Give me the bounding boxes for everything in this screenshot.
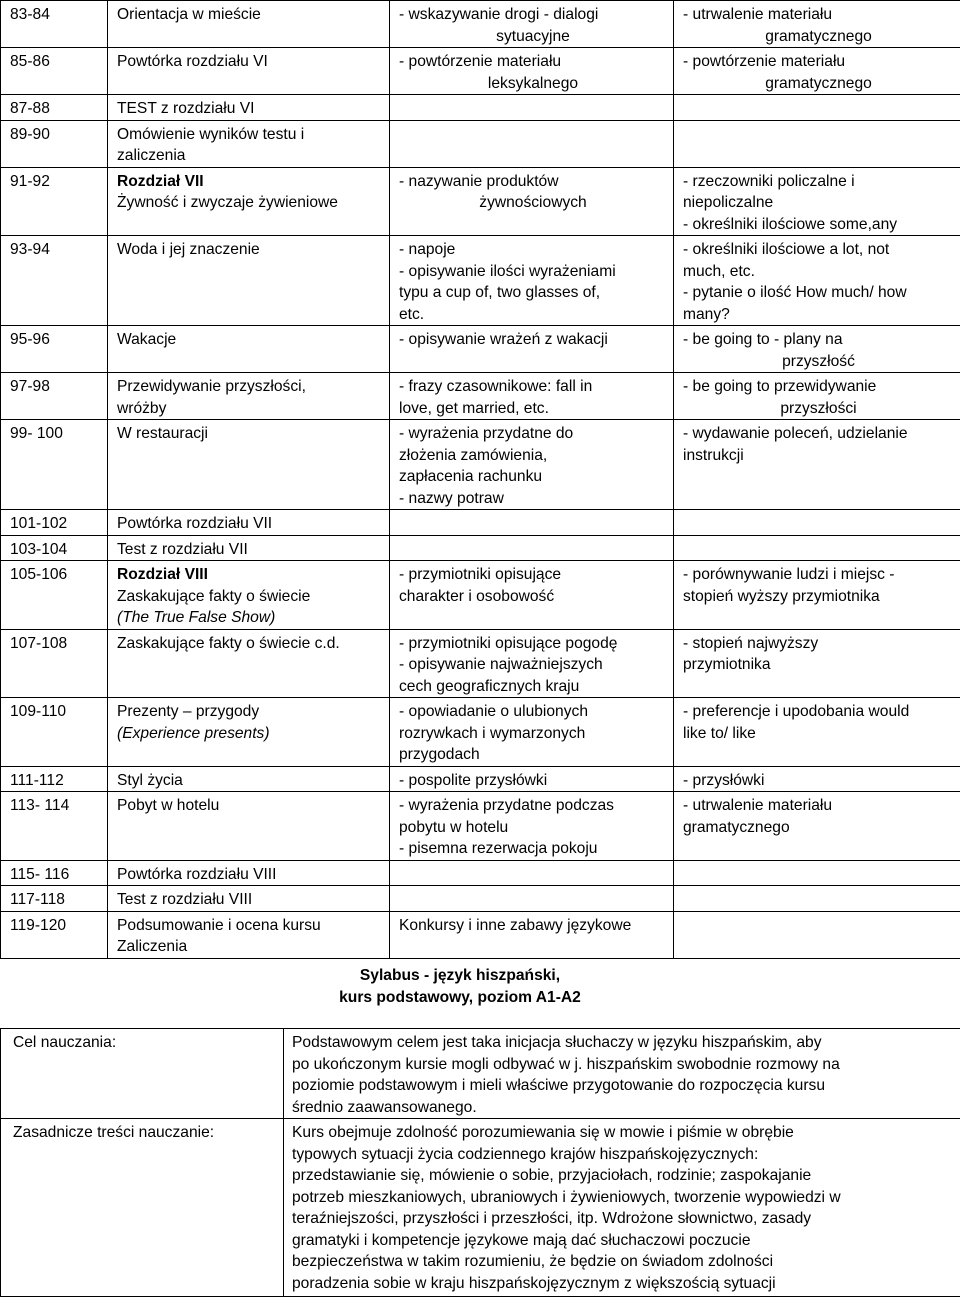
lesson-vocabulary <box>390 860 674 886</box>
cell-line: Zaskakujące fakty o świecie c.d. <box>117 633 383 655</box>
lesson-number <box>1 698 108 767</box>
table-row <box>1 561 960 630</box>
section-content-line: potrzeb mieszkaniowych, ubraniowych i żywieniowych, tworzenie wypowiedzi w <box>292 1187 954 1209</box>
lesson-topic <box>108 1 390 48</box>
lesson-topic <box>108 561 390 630</box>
lesson-grammar <box>674 236 960 326</box>
cell-line: much, etc. <box>683 261 954 283</box>
lesson-number <box>1 535 108 561</box>
lesson-vocabulary <box>390 698 674 767</box>
lesson-grammar <box>674 535 960 561</box>
cell-text: 87-88 <box>10 100 50 117</box>
lesson-topic <box>108 167 390 236</box>
section-label-text: Zasadnicze treści nauczanie: <box>13 1124 214 1141</box>
section-content-line: przedstawianie się, mówienie o sobie, przyjaciołach, rodzinie; zaspokajanie <box>292 1165 954 1187</box>
cell-line: - wydawanie poleceń, udzielanie <box>683 423 954 445</box>
lesson-number <box>1 629 108 698</box>
cell-line: love, get married, etc. <box>399 398 667 420</box>
lesson-vocabulary <box>390 95 674 121</box>
cell-text: 83-84 <box>10 6 50 23</box>
lesson-number <box>1 792 108 861</box>
cell-line: żywnościowych <box>399 192 667 214</box>
cell-text: 103-104 <box>10 541 67 558</box>
cell-line: - opisywanie wrażeń z wakacji <box>399 329 667 351</box>
cell-text: 93-94 <box>10 241 50 258</box>
lesson-grammar <box>674 48 960 95</box>
lesson-topic <box>108 629 390 698</box>
cell-text: 97-98 <box>10 378 50 395</box>
lesson-number <box>1 48 108 95</box>
cell-text: 89-90 <box>10 126 50 143</box>
table-row <box>1 120 960 167</box>
cell-line: Żywność i zwyczaje żywieniowe <box>117 192 383 214</box>
cell-line: W restauracji <box>117 423 383 445</box>
cell-line: Woda i jej znaczenie <box>117 239 383 261</box>
cell-line: - porównywanie ludzi i miejsc - <box>683 564 954 586</box>
section-content-line: średnio zaawansowanego. <box>292 1097 954 1119</box>
lesson-grammar <box>674 766 960 792</box>
lesson-topic <box>108 420 390 510</box>
table-row <box>1 629 960 698</box>
lesson-number <box>1 326 108 373</box>
lesson-grammar <box>674 886 960 912</box>
cell-line: wróżby <box>117 398 383 420</box>
lesson-vocabulary <box>390 886 674 912</box>
cell-line: - utrwalenie materiału <box>683 4 954 26</box>
lesson-topic <box>108 120 390 167</box>
lesson-number <box>1 1 108 48</box>
lesson-grammar <box>674 561 960 630</box>
lesson-number <box>1 167 108 236</box>
table-row <box>1 792 960 861</box>
lesson-number <box>1 860 108 886</box>
cell-line: - frazy czasownikowe: fall in <box>399 376 667 398</box>
lesson-grammar <box>674 860 960 886</box>
table-row <box>1 95 960 121</box>
cell-line: Powtórka rozdziału VI <box>117 51 383 73</box>
cell-line: Test z rozdziału VII <box>117 539 383 561</box>
lesson-topic <box>108 860 390 886</box>
cell-line: gramatycznego <box>683 73 954 95</box>
cell-line: - pisemna rezerwacja pokoju <box>399 838 667 860</box>
lesson-number <box>1 911 108 958</box>
cell-line: etc. <box>399 304 667 326</box>
lesson-topic <box>108 95 390 121</box>
lesson-vocabulary <box>390 1 674 48</box>
lesson-vocabulary <box>390 236 674 326</box>
lesson-grammar <box>674 373 960 420</box>
cell-line: - opisywanie ilości wyrażeniami <box>399 261 667 283</box>
cell-text: 101-102 <box>10 515 67 532</box>
lesson-topic <box>108 792 390 861</box>
cell-text: 109-110 <box>10 703 66 720</box>
table-row <box>1 420 960 510</box>
cell-line: Prezenty – przygody <box>117 701 383 723</box>
section-content-line: Podstawowym celem jest taka inicjacja słuchaczy w języku hiszpańskim, aby <box>292 1032 954 1054</box>
syllabus-title-line2: kurs podstawowy, poziom A1-A2 <box>0 987 920 1009</box>
cell-line: Przewidywanie przyszłości, <box>117 376 383 398</box>
lesson-topic <box>108 373 390 420</box>
cell-line: stopień wyższy przymiotnika <box>683 586 954 608</box>
cell-line: - powtórzenie materiału <box>399 51 667 73</box>
cell-line: typu a cup of, two glasses of, <box>399 282 667 304</box>
cell-line: gramatycznego <box>683 817 954 839</box>
lesson-grammar <box>674 167 960 236</box>
table-row <box>1 48 960 95</box>
cell-line: niepoliczalne <box>683 192 954 214</box>
lesson-vocabulary <box>390 792 674 861</box>
cell-text: 107-108 <box>10 635 67 652</box>
cell-text: 85-86 <box>10 53 50 70</box>
syllabus-table <box>0 1028 960 1297</box>
table-row <box>1 236 960 326</box>
cell-line: Zaskakujące fakty o świecie <box>117 586 383 608</box>
lesson-number <box>1 561 108 630</box>
cell-line: - be going to przewidywanie <box>683 376 954 398</box>
lesson-vocabulary <box>390 48 674 95</box>
cell-line: złożenia zamówienia, <box>399 445 667 467</box>
cell-line: zapłacenia rachunku <box>399 466 667 488</box>
cell-line: TEST z rozdziału VI <box>117 98 383 120</box>
section-content-line: gramatyki i kompetencje językowe mają dać słuchaczowi poczucie <box>292 1230 954 1252</box>
cell-text: 113- 114 <box>10 797 69 814</box>
cell-line: - wyrażenia przydatne do <box>399 423 667 445</box>
cell-line: Zaliczenia <box>117 936 383 958</box>
lesson-vocabulary <box>390 167 674 236</box>
cell-line: many? <box>683 304 954 326</box>
cell-line: leksykalnego <box>399 73 667 95</box>
cell-line: - opowiadanie o ulubionych <box>399 701 667 723</box>
cell-line: sytuacyjne <box>399 26 667 48</box>
lesson-vocabulary <box>390 911 674 958</box>
lesson-topic <box>108 510 390 536</box>
cell-line: - opisywanie najważniejszych <box>399 654 667 676</box>
lesson-number <box>1 886 108 912</box>
cell-line: like to/ like <box>683 723 954 745</box>
table-row <box>1 860 960 886</box>
cell-line: - napoje <box>399 239 667 261</box>
section-label-text: Cel nauczania: <box>13 1034 116 1051</box>
table-row <box>1 698 960 767</box>
lesson-topic <box>108 698 390 767</box>
cell-line: (The True False Show) <box>117 607 383 629</box>
section-content <box>284 1119 960 1297</box>
lesson-topic <box>108 535 390 561</box>
cell-line: pobytu w hotelu <box>399 817 667 839</box>
cell-line: Rozdział VIII <box>117 564 383 586</box>
cell-line: (Experience presents) <box>117 723 383 745</box>
lesson-topic <box>108 766 390 792</box>
cell-text: 117-118 <box>10 891 65 908</box>
cell-line: - nazwy potraw <box>399 488 667 510</box>
lesson-vocabulary <box>390 510 674 536</box>
cell-text: 111-112 <box>10 772 64 789</box>
lesson-grammar <box>674 629 960 698</box>
syllabus-heading <box>0 965 920 1008</box>
lesson-number <box>1 420 108 510</box>
cell-text: 99- 100 <box>10 425 63 442</box>
cell-line: instrukcji <box>683 445 954 467</box>
table-row <box>1 373 960 420</box>
cell-line: Orientacja w mieście <box>117 4 383 26</box>
cell-line: - preferencje i upodobania would <box>683 701 954 723</box>
cell-text: 95-96 <box>10 331 50 348</box>
cell-line: Wakacje <box>117 329 383 351</box>
cell-line: - pytanie o ilość How much/ how <box>683 282 954 304</box>
cell-line: - stopień najwyższy <box>683 633 954 655</box>
lesson-number <box>1 510 108 536</box>
cell-line: cech geograficznych kraju <box>399 676 667 698</box>
table-row <box>1 886 960 912</box>
lesson-grammar <box>674 792 960 861</box>
section-content-line: po ukończonym kursie mogli odbywać w j. hiszpańskim swobodnie rozmowy na <box>292 1054 954 1076</box>
table-row <box>1 1 960 48</box>
cell-line: Styl życia <box>117 770 383 792</box>
cell-line: - utrwalenie materiału <box>683 795 954 817</box>
cell-text: 119-120 <box>10 917 66 934</box>
lesson-grammar <box>674 698 960 767</box>
cell-line: zaliczenia <box>117 145 383 167</box>
cell-line: - wskazywanie drogi - dialogi <box>399 4 667 26</box>
section-label <box>1 1029 284 1119</box>
cell-line: przygodach <box>399 744 667 766</box>
lesson-vocabulary <box>390 373 674 420</box>
lesson-topic <box>108 326 390 373</box>
lesson-grammar <box>674 120 960 167</box>
table-row <box>1 167 960 236</box>
cell-line: przyszłości <box>683 398 954 420</box>
table-row <box>1 326 960 373</box>
lesson-topic <box>108 886 390 912</box>
cell-line: Powtórka rozdziału VII <box>117 513 383 535</box>
cell-line: - nazywanie produktów <box>399 171 667 193</box>
lesson-grammar <box>674 326 960 373</box>
section-content-line: poradzenia sobie w kraju hiszpańskojęzycznym z większością sytuacji <box>292 1273 954 1295</box>
table-row <box>1 911 960 958</box>
lesson-topic <box>108 236 390 326</box>
lesson-vocabulary <box>390 326 674 373</box>
lesson-grammar <box>674 1 960 48</box>
lesson-vocabulary <box>390 535 674 561</box>
cell-line: Rozdział VII <box>117 171 383 193</box>
cell-line: - przymiotniki opisujące <box>399 564 667 586</box>
lesson-number <box>1 95 108 121</box>
cell-line: Konkursy i inne zabawy językowe <box>399 915 667 937</box>
cell-line: Powtórka rozdziału VIII <box>117 864 383 886</box>
cell-line: - be going to - plany na <box>683 329 954 351</box>
cell-line: - określniki ilościowe some,any <box>683 214 954 236</box>
cell-text: 105-106 <box>10 566 67 583</box>
table-row <box>1 1029 960 1119</box>
lesson-vocabulary <box>390 120 674 167</box>
lesson-number <box>1 120 108 167</box>
table-row <box>1 1119 960 1297</box>
lesson-grammar <box>674 510 960 536</box>
cell-line: przymiotnika <box>683 654 954 676</box>
cell-line: gramatycznego <box>683 26 954 48</box>
lesson-vocabulary <box>390 629 674 698</box>
lesson-grammar <box>674 420 960 510</box>
lesson-number <box>1 373 108 420</box>
lesson-vocabulary <box>390 766 674 792</box>
lesson-number <box>1 766 108 792</box>
lesson-topic <box>108 911 390 958</box>
cell-line: - przysłówki <box>683 770 954 792</box>
section-content-line: typowych sytuacji życia codziennego krajów hiszpańskojęzycznych: <box>292 1144 954 1166</box>
syllabus-title-line1: Sylabus - język hiszpański, <box>0 965 920 987</box>
cell-line: - powtórzenie materiału <box>683 51 954 73</box>
cell-line: - pospolite przysłówki <box>399 770 667 792</box>
cell-line: - wyrażenia przydatne podczas <box>399 795 667 817</box>
section-label <box>1 1119 284 1297</box>
cell-line: Pobyt w hotelu <box>117 795 383 817</box>
section-content-line: teraźniejszości, przyszłości i przeszłości, itp. Wdrożone słownictwo, zasady <box>292 1208 954 1230</box>
cell-line: przyszłość <box>683 351 954 373</box>
cell-line: Podsumowanie i ocena kursu <box>117 915 383 937</box>
cell-line: Omówienie wyników testu i <box>117 124 383 146</box>
cell-line: rozrywkach i wymarzonych <box>399 723 667 745</box>
table-row <box>1 535 960 561</box>
cell-line: - przymiotniki opisujące pogodę <box>399 633 667 655</box>
lesson-vocabulary <box>390 420 674 510</box>
lesson-grammar <box>674 911 960 958</box>
section-content-line: poziomie podstawowym i mieli właściwe przygotowanie do rozpoczęcia kursu <box>292 1075 954 1097</box>
lesson-grammar <box>674 95 960 121</box>
cell-line: - rzeczowniki policzalne i <box>683 171 954 193</box>
cell-line: charakter i osobowość <box>399 586 667 608</box>
lesson-number <box>1 236 108 326</box>
lesson-vocabulary <box>390 561 674 630</box>
cell-line: Test z rozdziału VIII <box>117 889 383 911</box>
lesson-topic <box>108 48 390 95</box>
section-content-line: Kurs obejmuje zdolność porozumiewania się w mowie i piśmie w obrębie <box>292 1122 954 1144</box>
section-content-line: bezpieczeństwa w takim rozumieniu, że będzie on świadom zdolności <box>292 1251 954 1273</box>
cell-line: - określniki ilościowe a lot, not <box>683 239 954 261</box>
table-row <box>1 510 960 536</box>
section-content <box>284 1029 960 1119</box>
cell-text: 91-92 <box>10 173 50 190</box>
cell-text: 115- 116 <box>10 866 69 883</box>
table-row <box>1 766 960 792</box>
